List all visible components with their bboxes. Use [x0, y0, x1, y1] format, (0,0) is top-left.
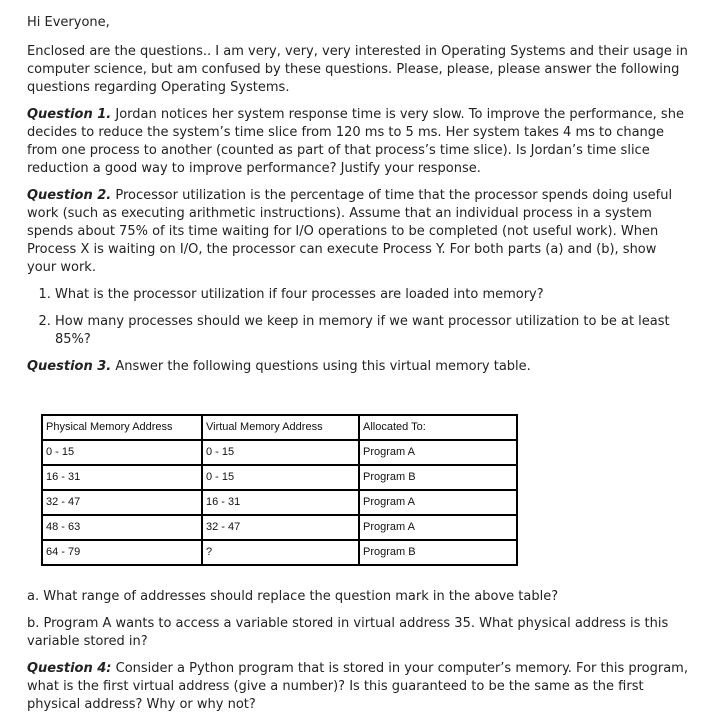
question-3-part-a: a. What range of addresses should replace the question mark in the above table? — [27, 589, 559, 604]
question-3 — [27, 358, 688, 376]
table-cell: Program B — [359, 465, 517, 490]
question-4-label: Question 4: — [27, 661, 112, 676]
table-cell: 64 - 79 — [42, 540, 202, 565]
intro-paragraph: Enclosed are the questions.. I am very, very, very interested in Operating Systems and their usage in computer science, but am confused by these questions. Please, please, please answer the following questions regarding Operating Systems. — [27, 44, 688, 95]
table-cell: 48 - 63 — [42, 515, 202, 540]
question-2 — [27, 187, 688, 277]
table-row — [42, 515, 517, 540]
table-header-cell: Physical Memory Address — [42, 415, 202, 440]
table-cell: 16 - 31 — [42, 465, 202, 490]
table-cell: Program A — [359, 440, 517, 465]
table-cell: 0 - 15 — [42, 440, 202, 465]
virtual-memory-table — [41, 414, 518, 566]
question-3-label: Question 3. — [27, 359, 112, 374]
table-row — [42, 540, 517, 565]
question-4 — [27, 660, 688, 714]
question-2-label: Question 2. — [27, 188, 112, 203]
table-cell: Program A — [359, 515, 517, 540]
table-cell: 32 - 47 — [42, 490, 202, 515]
question-1-label: Question 1. — [27, 107, 112, 122]
table-cell: 32 - 47 — [202, 515, 359, 540]
question-1 — [27, 106, 688, 178]
question-2-parts — [27, 286, 688, 349]
table-row — [42, 440, 517, 465]
table-cell: Program B — [359, 540, 517, 565]
question-2-part-2: 2. How many processes should we keep in memory if we want processor utilization to be at least 85%? — [55, 313, 688, 349]
question-4-text: Consider a Python program that is stored in your computer’s memory. For this program, what is the first virtual address (give a number)? Is this guaranteed to be the same as the first physical address? Why or why not? — [27, 661, 688, 712]
greeting: Hi Everyone, — [27, 15, 110, 30]
question-3-followups — [27, 588, 688, 651]
virtual-memory-table-wrapper — [41, 414, 688, 566]
table-header-row — [42, 415, 517, 440]
question-2-part-1: 1. What is the processor utilization if four processes are loaded into memory? — [55, 286, 688, 304]
question-2-text: Processor utilization is the percentage of time that the processor spends doing useful work (such as executing arithmetic instructions). Assume that an individual process in a system spends about 75% of its time waiting for I/O operations to be completed (not useful work). When Process X is waiting on I/O, the processor can execute Process Y. For both parts (a) and (b), show your work. — [27, 188, 673, 275]
question-1-text: Jordan notices her system response time is very slow. To improve the performance, she decides to reduce the system’s time slice from 120 ms to 5 ms. Her system takes 4 ms to change from one process to another (counted as part of that process’s time slice). Is Jordan’s time slice reduction a good way to improve performance? Justify your response. — [27, 107, 684, 176]
question-3-part-b: b. Program A wants to access a variable stored in virtual address 35. What physical address is this variable stored in? — [27, 616, 669, 649]
table-row — [42, 490, 517, 515]
table-header-cell: Allocated To: — [359, 415, 517, 440]
table-cell: Program A — [359, 490, 517, 515]
table-row — [42, 465, 517, 490]
table-cell: 16 - 31 — [202, 490, 359, 515]
table-cell: 0 - 15 — [202, 440, 359, 465]
table-cell: ? — [202, 540, 359, 565]
table-cell: 0 - 15 — [202, 465, 359, 490]
question-3-text: Answer the following questions using this virtual memory table. — [111, 359, 531, 374]
table-header-cell: Virtual Memory Address — [202, 415, 359, 440]
